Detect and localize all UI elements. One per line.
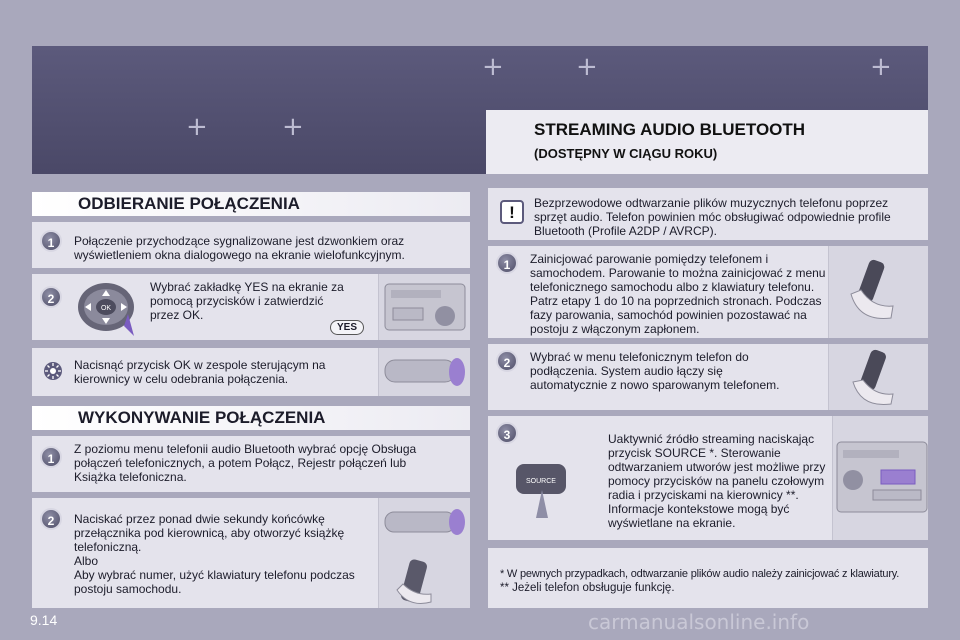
step-number-2: 2 bbox=[40, 508, 62, 530]
sun-tip-icon bbox=[42, 360, 64, 382]
plus-decoration: + bbox=[870, 52, 892, 82]
page-title: STREAMING AUDIO BLUETOOTH bbox=[534, 120, 806, 139]
step-number-1: 1 bbox=[496, 252, 518, 274]
radio-front-panel-image bbox=[832, 416, 928, 540]
stream-step3-panel bbox=[488, 416, 928, 540]
plus-decoration: + bbox=[482, 52, 504, 82]
make-step1-text: Z poziomu menu telefonii audio Bluetooth wybrać opcję Obsługa połączeń telefonicznych, a potem Połącz, Rejestr połączeń lub Książka telefoniczna. bbox=[74, 442, 417, 484]
step-number-3: 3 bbox=[496, 422, 518, 444]
plus-decoration: + bbox=[186, 112, 208, 142]
source-button-image bbox=[514, 460, 570, 520]
make-step2-alternative: Aby wybrać numer, użyć klawiatury telefonu podczas postoju samochodu. bbox=[74, 568, 355, 596]
warning-text: Bezprzewodowe odtwarzanie plików muzycznych telefonu poprzez sprzęt audio. Telefon powinien móc obsługiwać odpowiednie profile Bluetooth (Profile A2DP / AVRCP). bbox=[534, 196, 891, 238]
footnote-2: ** Jeżeli telefon obsługuje funkcję. bbox=[500, 582, 675, 594]
step-number-1: 1 bbox=[40, 230, 62, 252]
plus-decoration: + bbox=[282, 112, 304, 142]
stream-step2-panel bbox=[488, 344, 928, 410]
page-number: 9.14 bbox=[30, 612, 58, 628]
make-step2-instruction: Naciskać przez ponad dwie sekundy końcówkę przełącznika pod kierownicą, aby otworzyć książkę telefoniczną. bbox=[74, 512, 345, 554]
make-step2-panel bbox=[32, 498, 470, 608]
phone-in-hand-image bbox=[828, 246, 928, 338]
steering-switch-image bbox=[378, 348, 470, 396]
step-number-2: 2 bbox=[496, 350, 518, 372]
footnotes-panel bbox=[488, 548, 928, 608]
receive-tip-panel bbox=[32, 348, 470, 396]
svg-text:SOURCE: SOURCE bbox=[526, 478, 556, 485]
stream-step3-text: Uaktywnić źródło streaming naciskając przycisk SOURCE *. Sterowanie odtwarzaniem utworów jest możliwe przy pomocy przycisków na panelu czołowym radia i przyciskami na kierownicy **. Informacje kontekstowe mogą być wyświetlane na ekranie. bbox=[608, 432, 826, 530]
step-number-1: 1 bbox=[40, 446, 62, 468]
navigation-pad-icon bbox=[76, 280, 136, 336]
make-step2-text bbox=[74, 512, 374, 596]
make-step2-or: Albo bbox=[74, 554, 99, 568]
stream-step1-panel bbox=[488, 246, 928, 338]
receive-step2-text: Wybrać zakładkę YES na ekranie za pomocą przycisków i zatwierdzić przez OK. bbox=[150, 280, 344, 322]
warning-panel bbox=[488, 188, 928, 240]
section-heading-make-call: WYKONYWANIE POŁĄCZENIA bbox=[32, 406, 470, 430]
receive-step1-text: Połączenie przychodzące sygnalizowane jest dzwonkiem oraz wyświetleniem okna dialogowego na ekranie wielofunkcyjnym. bbox=[74, 234, 405, 262]
receive-step2-panel bbox=[32, 274, 470, 340]
receive-tip-text: Nacisnąć przycisk OK w zespole sterującym na kierownicy w celu odebrania połączenia. bbox=[74, 358, 326, 386]
plus-decoration: + bbox=[576, 52, 598, 82]
make-step1-panel bbox=[32, 436, 470, 492]
steering-and-phone-image bbox=[378, 498, 470, 608]
radio-panel-image bbox=[378, 274, 470, 340]
receive-step1-panel bbox=[32, 222, 470, 268]
stream-step1-text: Zainicjować parowanie pomiędzy telefonem i samochodem. Parowanie to można zainicjować z menu telefonicznego samochodu albo z klawiatury telefonu. Patrz etapy 1 do 10 na poprzednich stronach. Podczas fazy parowania, samochód powinien pozostawać na postoju z włączonym zapłonem. bbox=[530, 252, 826, 336]
footnote-1: * W pewnych przypadkach, odtwarzanie plików audio należy zainicjować z klawiatury. bbox=[500, 568, 900, 580]
stream-step2-text: Wybrać w menu telefonicznym telefon do podłączenia. System audio łączy się automatycznie z nowo sparowanym telefonem. bbox=[530, 350, 780, 392]
yes-tab-label: YES bbox=[330, 320, 364, 335]
page-subtitle: (DOSTĘPNY W CIĄGU ROKU) bbox=[534, 146, 718, 161]
step-number-2: 2 bbox=[40, 286, 62, 308]
phone-in-hand-image bbox=[828, 344, 928, 410]
svg-text:OK: OK bbox=[100, 305, 112, 312]
warning-icon: ! bbox=[500, 200, 524, 224]
watermark: carmanualsonline.info bbox=[588, 610, 810, 634]
section-heading-receive: ODBIERANIE POŁĄCZENIA bbox=[32, 192, 470, 216]
